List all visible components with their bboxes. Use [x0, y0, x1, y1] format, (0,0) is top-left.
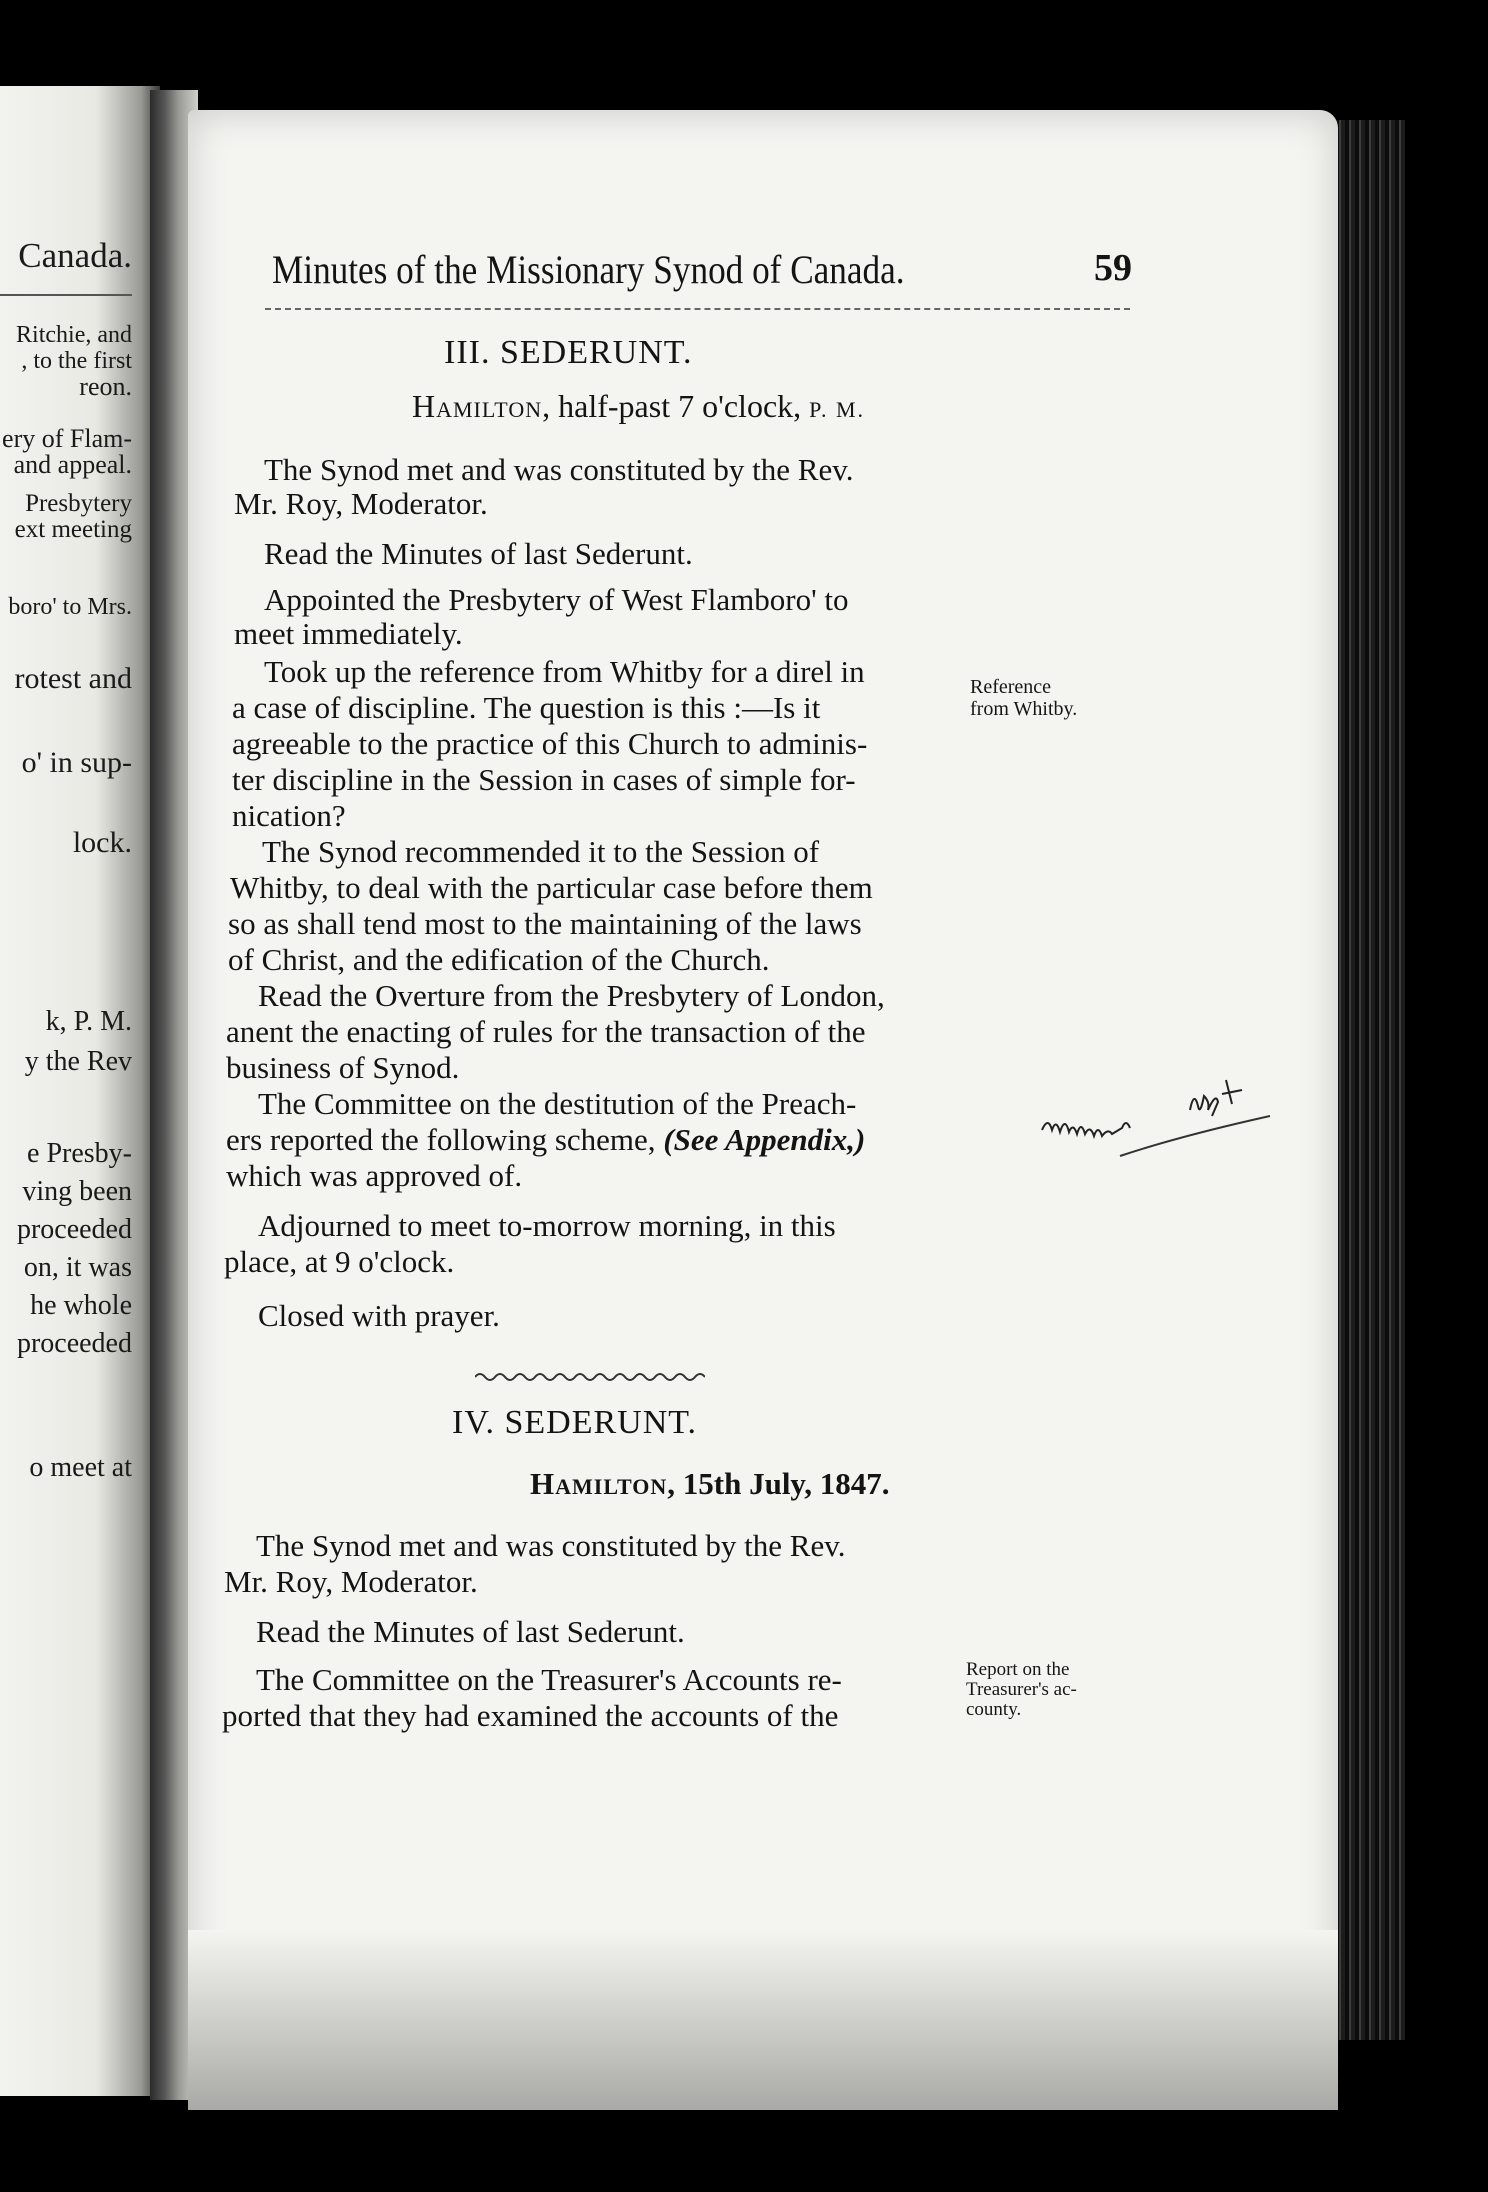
left-page-line: lock. — [72, 826, 132, 859]
body-line: The Committee on the destitution of the Preach- — [258, 1086, 857, 1121]
body-line: meet immediately. — [234, 616, 463, 651]
body-line: Mr. Roy, Moderator. — [234, 486, 488, 521]
body-line: anent the enacting of rules for the transaction of the — [226, 1014, 866, 1049]
body-line: ter discipline in the Session in cases of simple for- — [232, 762, 856, 797]
body-line: The Synod met and was constituted by the Rev. — [264, 452, 854, 487]
handwritten-annotation — [1040, 1060, 1300, 1160]
body-line: The Committee on the Treasurer's Accounts re- — [256, 1662, 842, 1697]
body-line: Closed with prayer. — [258, 1298, 500, 1333]
page-bottom-shadow — [188, 1930, 1338, 2110]
left-page-line: o meet at — [29, 1452, 132, 1483]
body-line: business of Synod. — [226, 1050, 460, 1085]
place-name: Hamilton — [530, 1466, 668, 1501]
body-line: of Christ, and the edification of the Church. — [228, 942, 770, 977]
left-page-line: y the Rev — [24, 1046, 132, 1077]
left-page-line: ving been — [22, 1176, 132, 1207]
left-page-header: Canada. — [18, 236, 132, 275]
section-divider — [475, 1370, 705, 1384]
body-line: Read the Overture from the Presbytery of London, — [258, 978, 885, 1013]
body-line: so as shall tend most to the maintaining of the laws — [228, 906, 862, 941]
body-line: which was approved of. — [226, 1158, 523, 1193]
left-page-line: Presbytery — [25, 490, 132, 517]
place-date: , 15th July, 1847. — [667, 1466, 890, 1501]
margin-note-line: county. — [966, 1699, 1022, 1720]
left-page-line: and appeal. — [13, 450, 132, 479]
left-page-line: rotest and — [14, 662, 132, 695]
place-time: , half-past 7 o'clock, — [542, 388, 810, 424]
left-page-line: ext meeting — [14, 516, 132, 543]
body-line: Mr. Roy, Moderator. — [224, 1564, 478, 1599]
body-line: Read the Minutes of last Sederunt. — [256, 1614, 685, 1649]
body-line: The Synod met and was constituted by the Rev. — [256, 1528, 846, 1563]
left-page-line: Ritchie, and — [16, 322, 132, 348]
margin-note-line: Report on the — [966, 1659, 1070, 1680]
page-number: 59 — [1094, 247, 1132, 289]
body-line: nication? — [232, 798, 346, 833]
pm-label: P. M. — [809, 397, 865, 422]
section-heading: III. SEDERUNT. — [444, 334, 693, 371]
body-line: agreeable to the practice of this Church to adminis- — [232, 726, 868, 761]
header-rule — [265, 308, 1130, 310]
left-page-line: on, it was — [23, 1252, 132, 1283]
left-page-line: ery of Flam- — [2, 424, 132, 453]
body-line: The Synod recommended it to the Session of — [262, 834, 820, 869]
left-page-line: proceeded — [16, 1214, 132, 1245]
left-page-line: reon. — [79, 372, 132, 401]
left-page-line: k, P. M. — [45, 1006, 132, 1037]
scheme-text: ers reported the following scheme, — [226, 1122, 656, 1157]
running-header-title: Minutes of the Missionary Synod of Canada. — [272, 247, 905, 292]
body-line: Whitby, to deal with the particular case before them — [230, 870, 873, 905]
margin-note-line: Reference — [970, 676, 1052, 698]
place-name: Hamilton — [412, 388, 543, 424]
left-page — [0, 86, 160, 2096]
left-page-rule — [0, 294, 132, 296]
body-line: place, at 9 o'clock. — [224, 1244, 455, 1279]
section-heading: IV. SEDERUNT. — [452, 1404, 698, 1441]
body-line: ported that they had examined the accounts of the — [222, 1698, 839, 1733]
body-line: a case of discipline. The question is this :—Is it — [232, 690, 821, 725]
left-page-line: o' in sup- — [21, 746, 132, 779]
body-line: Took up the reference from Whitby for a direl in — [264, 654, 865, 689]
session-place-time — [412, 388, 865, 425]
body-line: Adjourned to meet to-morrow morning, in this — [258, 1208, 836, 1243]
margin-note-line: Treasurer's ac- — [966, 1679, 1077, 1700]
body-line: Appointed the Presbytery of West Flamboro' to — [264, 582, 849, 617]
left-page-line: boro' to Mrs. — [8, 594, 132, 620]
session-place-date — [530, 1466, 889, 1502]
body-line — [226, 1122, 865, 1158]
margin-note-report — [966, 1660, 1077, 1720]
margin-note-line: from Whitby. — [970, 698, 1078, 720]
left-page-line: e Presby- — [27, 1138, 132, 1169]
left-page-line: , to the first — [21, 348, 132, 374]
left-page-line: proceeded — [16, 1328, 132, 1359]
body-line: Read the Minutes of last Sederunt. — [264, 536, 693, 571]
left-page-line: he whole — [30, 1290, 132, 1321]
see-appendix: (See Appendix,) — [663, 1122, 866, 1157]
margin-note-reference — [970, 676, 1077, 720]
